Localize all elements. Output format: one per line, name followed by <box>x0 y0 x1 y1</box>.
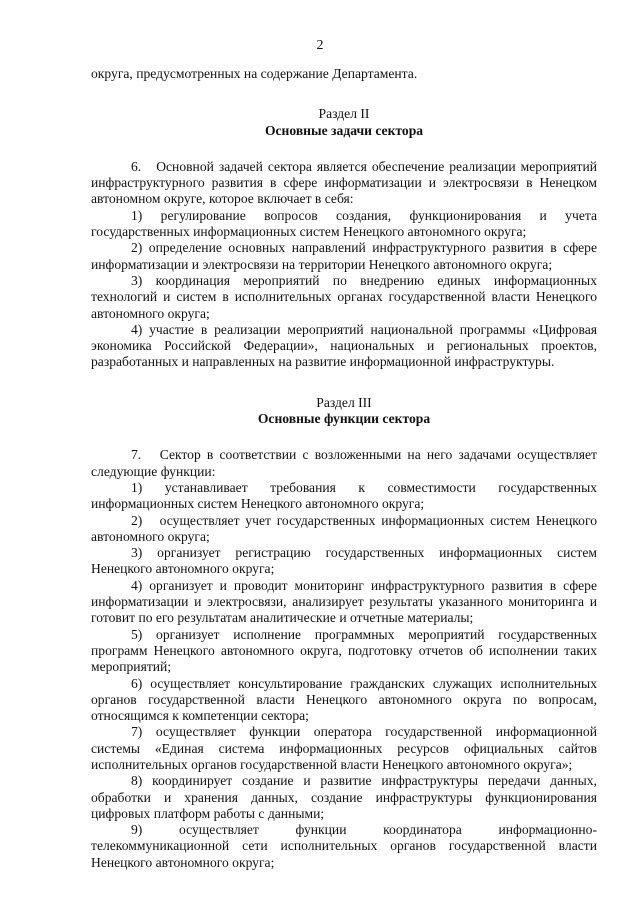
section-2-title: Основные задачи сектора <box>264 122 424 138</box>
list-item: 8) координирует создание и развитие инфраструктуры передачи данных, обработки и хранения данных, создание инфраструктуры функционирования цифровых платформ работы с данными; <box>91 773 597 821</box>
section-2 <box>91 106 597 370</box>
list-item: 2) определение основных направлений инфраструктурного развития в сфере информатизации и электросвязи на территории Ненецкого автономного округа; <box>91 240 597 272</box>
document-body <box>91 66 597 871</box>
paragraph: 6. Основной задачей сектора является обеспечение реализации мероприятий инфраструктурного развития в сфере информатизации и электросвязи в Ненецком автономном округе, которое включает в себя: <box>91 158 597 207</box>
paragraph: 7. Сектор в соответствии с возложенными на него задачами осуществляет следующие функции: <box>91 447 597 479</box>
list-item: 1) регулирование вопросов создания, функционирования и учета государственных информационных систем Ненецкого автономного округа; <box>91 207 597 240</box>
list-item: 4) участие в реализации мероприятий национальной программы «Цифровая экономика Российской Федерации», национальных и региональных проектов, разработанных и направленных на развитие информационной инфраструктуры. <box>91 321 597 370</box>
section-3-label: Раздел III <box>316 394 372 410</box>
section-2-label: Раздел II <box>318 106 370 122</box>
list-item: 2) осуществляет учет государственных информационных систем Ненецкого автономного округа; <box>91 512 597 544</box>
list-item: 3) координация мероприятий по внедрению единых информационных технологий и систем в исполнительных органах государственной власти Ненецкого автономного округа; <box>91 272 597 321</box>
list-item: 1) устанавливает требования к совместимости государственных информационных систем Ненецкого автономного округа; <box>91 479 597 512</box>
list-item: 9) осуществляет функции координатора информационно-телекоммуникационной сети исполнительных органов государственной власти Ненецкого автономного округа; <box>91 822 597 870</box>
section-3 <box>91 395 597 871</box>
list-item: 4) организует и проводит мониторинг инфраструктурного развития в сфере информатизации и электросвязи, анализирует результаты указанного мониторинга и готовит по его результатам аналитические и отчетные материалы; <box>91 577 597 626</box>
page-number: 2 <box>316 38 324 53</box>
list-item: 6) осуществляет консультирование гражданских служащих исполнительных органов государственной власти Ненецкого автономного округа по вопросам, относящимся к компетенции сектора; <box>91 675 597 724</box>
section-3-title: Основные функции сектора <box>257 411 431 427</box>
list-item: 7) осуществляет функции оператора государственной информационной системы «Единая система информационных ресурсов официальных сайтов исполнительных органов государственной власти Ненецкого автономного округа»; <box>91 724 597 772</box>
lead-line: округа, предусмотренных на содержание Департамента. <box>91 66 418 81</box>
list-item: 5) организует исполнение программных мероприятий государственных программ Ненецкого автономного округа, подготовку отчетов об исполнении таких мероприятий; <box>91 626 597 675</box>
list-item: 3) организует регистрацию государственных информационных систем Ненецкого автономного округа; <box>91 545 597 577</box>
